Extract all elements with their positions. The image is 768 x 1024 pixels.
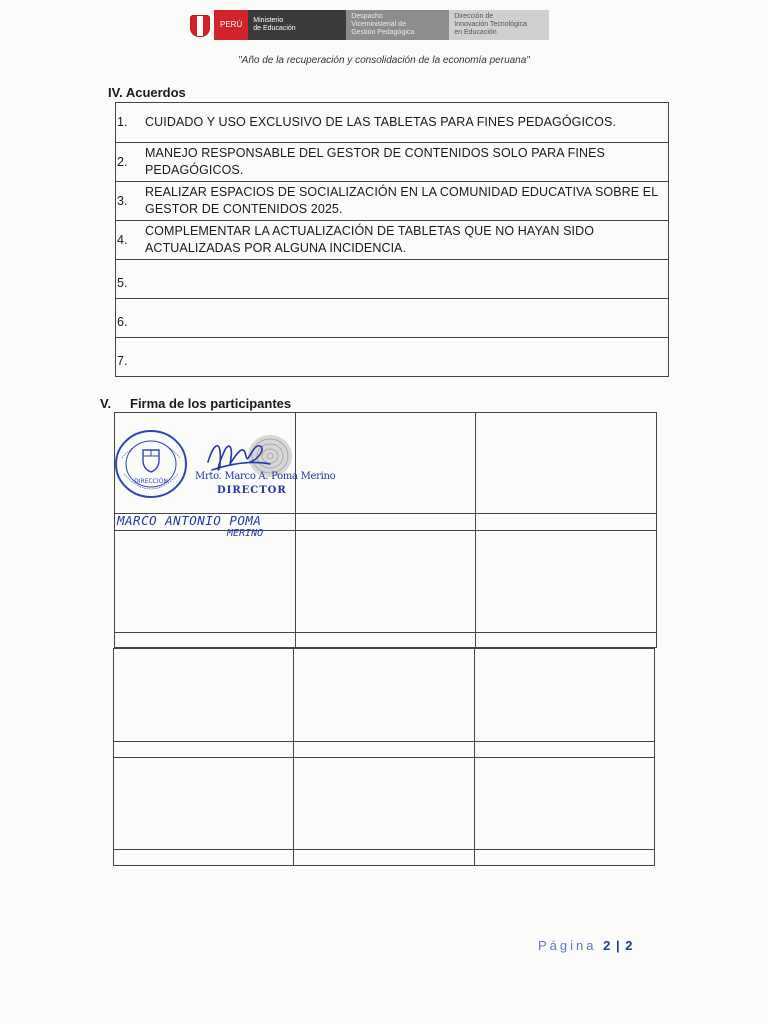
section-signatures-title <box>100 396 291 411</box>
header-direction: Dirección de Innovación Tecnológica en Educación <box>449 10 549 40</box>
agreement-number: 3. <box>117 193 128 208</box>
ministry-header-banner <box>186 10 549 40</box>
agreement-row <box>116 259 668 298</box>
agreement-row <box>116 181 668 220</box>
school-seal-stamp <box>114 428 188 500</box>
handwritten-name-line1: MARCO ANTONIO POMA <box>117 513 262 528</box>
header-office: Despacho Viceministerial de Gestión Pedagógica <box>346 10 449 40</box>
agreement-number: 5. <box>117 276 128 290</box>
page-number <box>538 938 633 953</box>
agreement-number: 6. <box>117 315 128 329</box>
agreement-row <box>116 220 668 259</box>
agreement-row <box>116 298 668 337</box>
svg-text:DIRECCIÓN: DIRECCIÓN <box>134 478 168 485</box>
section-number: V. <box>100 396 112 411</box>
agreement-number: 4. <box>117 232 128 247</box>
agreement-number: 1. <box>117 115 128 129</box>
agreement-text: MANEJO RESPONSABLE DEL GESTOR DE CONTENIDOS SOLO PARA FINES PEDAGÓGICOS. <box>145 146 605 177</box>
agreement-number: 2. <box>117 154 128 169</box>
agreement-row <box>116 103 668 142</box>
signature-grid-block-1 <box>114 412 657 648</box>
signer-stamped-role: DIRECTOR <box>217 485 287 496</box>
agreement-row <box>116 337 668 376</box>
agreements-table <box>115 102 669 377</box>
agreement-row <box>116 142 668 181</box>
handwritten-name-line2: MERINO <box>227 528 264 539</box>
agreement-number: 7. <box>117 354 128 368</box>
year-motto: "Año de la recuperación y consolidación de la economía peruana" <box>238 55 530 66</box>
agreement-text: COMPLEMENTAR LA ACTUALIZACIÓN DE TABLETAS QUE NO HAYAN SIDO ACTUALIZADAS POR ALGUNA INCIDENCIA. <box>145 224 595 255</box>
signature-grid-block-2 <box>113 648 655 866</box>
section-agreements-title: IV. Acuerdos <box>108 85 186 100</box>
agreement-text: REALIZAR ESPACIOS DE SOCIALIZACIÓN EN LA COMUNIDAD EDUCATIVA SOBRE EL GESTOR DE CONTENIDOS 2025. <box>145 185 658 216</box>
peru-coat-of-arms-icon <box>186 10 212 40</box>
agreement-text: CUIDADO Y USO EXCLUSIVO DE LAS TABLETAS PARA FINES PEDAGÓGICOS. <box>145 115 617 129</box>
page-label: Página <box>538 938 597 953</box>
header-country: PERÚ <box>214 10 248 40</box>
handwritten-signature <box>200 434 300 492</box>
header-ministry: Ministerio de Educación <box>248 10 346 40</box>
signer-stamped-name: Mrto. Marco A. Poma Merino <box>195 471 336 482</box>
section-title-text: Firma de los participantes <box>130 396 292 411</box>
page-count: 2 | 2 <box>603 938 634 953</box>
